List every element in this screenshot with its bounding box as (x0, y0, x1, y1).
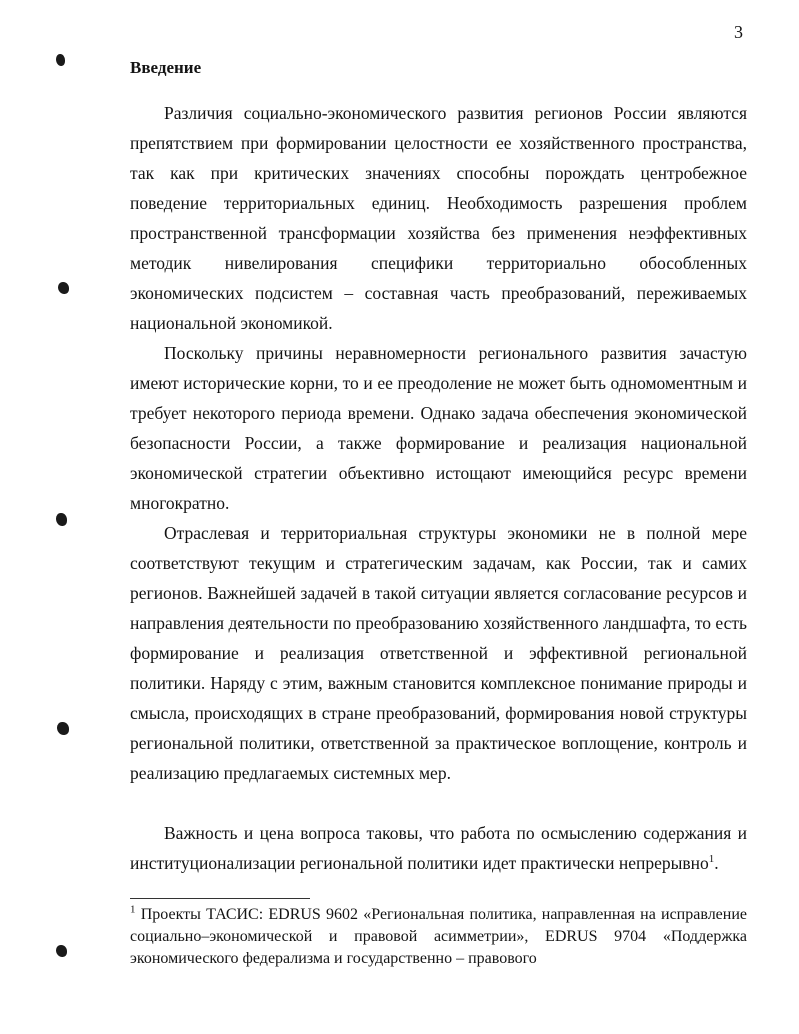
body-text-block (130, 818, 747, 878)
footnote-marker: 1 (130, 903, 136, 916)
footnote-separator (130, 898, 310, 899)
binding-hole-mark (56, 513, 67, 526)
paragraph-3: Отраслевая и территориальная структуры экономики не в полной мере соответствуют текущим и стратегическим задачам, как России, так и самих регионов. Важнейшей задачей в такой ситуации является согласование ресурсов и направления деятельности по преобразованию хозяйственного ландшафта, то есть формирование и реализация ответственной и эффективной региональной политики. Наряду с этим, важным становится комплексное понимание природы и смысла, происходящих в стране преобразований, формирования новой структуры региональной политики, ответственной за практическое воплощение, контроль и реализацию предлагаемых системных мер. (130, 523, 747, 783)
paragraph-1: Различия социально-экономического развития регионов России являются препятствием при формировании целостности ее хозяйственного пространства, так как при критических значениях способны порождать центробежное поведение территориальных единиц. Необходимость разрешения проблем пространственной трансформации хозяйства без применения неэффективных методик нивелирования специфики территориально обособленных экономических подсистем – составная часть преобразований, переживаемых национальной экономикой. (130, 103, 747, 333)
binding-hole-mark (56, 945, 67, 957)
footnote-reference[interactable]: 1 (708, 853, 715, 866)
binding-hole-mark (56, 54, 65, 66)
paragraph-4-text: Важность и цена вопроса таковы, что работа по осмыслению содержания и институционализации региональной политики идет практически непрерывно (130, 823, 747, 873)
page-number: 3 (734, 22, 743, 42)
footnote-text: Проекты ТАСИС: EDRUS 9602 «Региональная политика, направленная на исправление социально–экономической и правовой асимметрии», EDRUS 9704 «Поддержка экономического федерализма и государственно – правового (130, 906, 748, 967)
binding-hole-mark (57, 722, 69, 735)
paragraph-2: Поскольку причины неравномерности регионального развития зачастую имеют исторические корни, то и ее преодоление не может быть одномоментным и требует некоторого периода времени. Однако задача обеспечения экономической безопасности России, а также формирование и реализация национальной экономической стратегии объективно истощают имеющийся ресурс времени многократно. (130, 343, 747, 513)
binding-hole-mark (58, 282, 69, 294)
footnote (130, 904, 747, 970)
body-text-block (130, 338, 747, 518)
body-text-block (130, 98, 747, 338)
body-text-block (130, 518, 747, 788)
section-heading: Введение (130, 58, 202, 77)
paragraph-4: Важность и цена вопроса таковы, что работа по осмыслению содержания и институционализации региональной политики идет практически непрерывно$^1$. (130, 823, 747, 873)
